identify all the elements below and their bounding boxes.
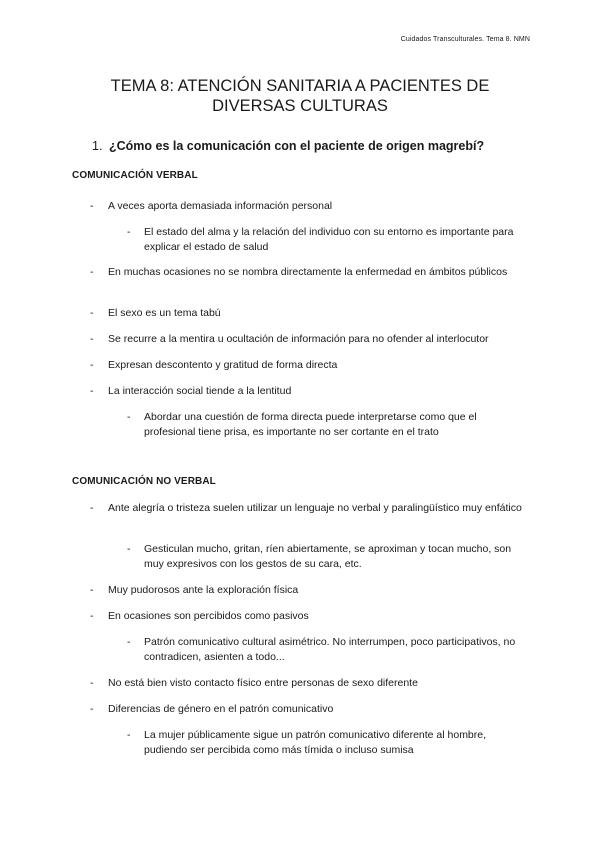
question-number: 1.: [92, 139, 103, 153]
page-title: [0, 76, 600, 116]
list-item: [90, 358, 530, 373]
sub-list-item: [127, 542, 527, 572]
sub-list-item: [127, 728, 527, 758]
list-item-text: A veces aporta demasiada información personal: [108, 200, 333, 212]
sub-list-item-text: Patrón comunicativo cultural asimétrico. No interrumpen, poco participativos, no contradicen, asienten a todo...: [144, 636, 516, 663]
bullet-dash: -: [90, 359, 94, 371]
bullet-dash: -: [127, 543, 131, 555]
sub-list-item: [127, 410, 527, 440]
list-item: [90, 306, 530, 321]
list-item-text: No está bien visto contacto físico entre personas de sexo diferente: [108, 677, 418, 689]
question-heading: [92, 139, 484, 153]
list-item: [90, 702, 530, 717]
bullet-dash: -: [127, 729, 131, 741]
bullet-dash: -: [127, 411, 131, 423]
bullet-dash: -: [90, 584, 94, 596]
sub-list-item: [127, 635, 527, 665]
bullet-dash: -: [90, 502, 94, 514]
list-item: [90, 199, 530, 214]
list-item-text: Se recurre a la mentira u ocultación de información para no ofender al interlocutor: [108, 333, 489, 345]
list-item-text: En ocasiones son percibidos como pasivos: [108, 610, 309, 622]
section-heading-verbal: COMUNICACIÓN VERBAL: [72, 170, 198, 181]
list-item: [90, 332, 530, 347]
list-item-text: Expresan descontento y gratitud de forma directa: [108, 359, 338, 371]
bullet-dash: -: [90, 200, 94, 212]
list-item-text: Muy pudorosos ante la exploración física: [108, 584, 299, 596]
bullet-dash: -: [90, 307, 94, 319]
bullet-dash: -: [127, 226, 131, 238]
list-item: [90, 676, 530, 691]
section-heading-nonverbal: COMUNICACIÓN NO VERBAL: [72, 476, 216, 487]
title-line-2: DIVERSAS CULTURAS: [212, 97, 388, 115]
list-item-text: La interacción social tiende a la lentitud: [108, 385, 292, 397]
list-item: [90, 583, 530, 598]
bullet-dash: -: [90, 677, 94, 689]
sub-list-item-text: Gesticulan mucho, gritan, ríen abiertamente, se aproximan y tocan mucho, son muy expresivos con los gestos de su cara, etc.: [144, 543, 512, 570]
list-item: [90, 265, 530, 280]
list-item-text: Diferencias de género en el patrón comunicativo: [108, 703, 334, 715]
sub-list-item-text: La mujer públicamente sigue un patrón comunicativo diferente al hombre, pudiendo ser percibida como más tímida o incluso sumisa: [144, 729, 487, 756]
bullet-dash: -: [90, 333, 94, 345]
list-item-text: En muchas ocasiones no se nombra directamente la enfermedad en ámbitos públicos: [108, 266, 508, 278]
list-item: [90, 501, 530, 516]
sub-list-item-text: El estado del alma y la relación del individuo con su entorno es importante para explicar el estado de salud: [144, 226, 514, 253]
list-item: [90, 384, 530, 399]
title-line-1: TEMA 8: ATENCIÓN SANITARIA A PACIENTES DE: [110, 77, 490, 95]
list-item: [90, 609, 530, 624]
bullet-dash: -: [90, 703, 94, 715]
list-item-text: Ante alegría o tristeza suelen utilizar un lenguaje no verbal y paralingüístico muy enfático: [108, 502, 522, 514]
bullet-dash: -: [127, 636, 131, 648]
list-item-text: El sexo es un tema tabú: [108, 307, 221, 319]
bullet-dash: -: [90, 385, 94, 397]
bullet-dash: -: [90, 610, 94, 622]
sub-list-item-text: Abordar una cuestión de forma directa puede interpretarse como que el profesional tiene prisa, es importante no ser cortante en el trato: [144, 411, 477, 438]
bullet-dash: -: [90, 266, 94, 278]
question-text: ¿Cómo es la comunicación con el paciente de origen magrebí?: [109, 139, 485, 153]
sub-list-item: [127, 225, 527, 255]
page-header: Cuidados Transculturales. Tema 8. NMN: [400, 36, 530, 43]
